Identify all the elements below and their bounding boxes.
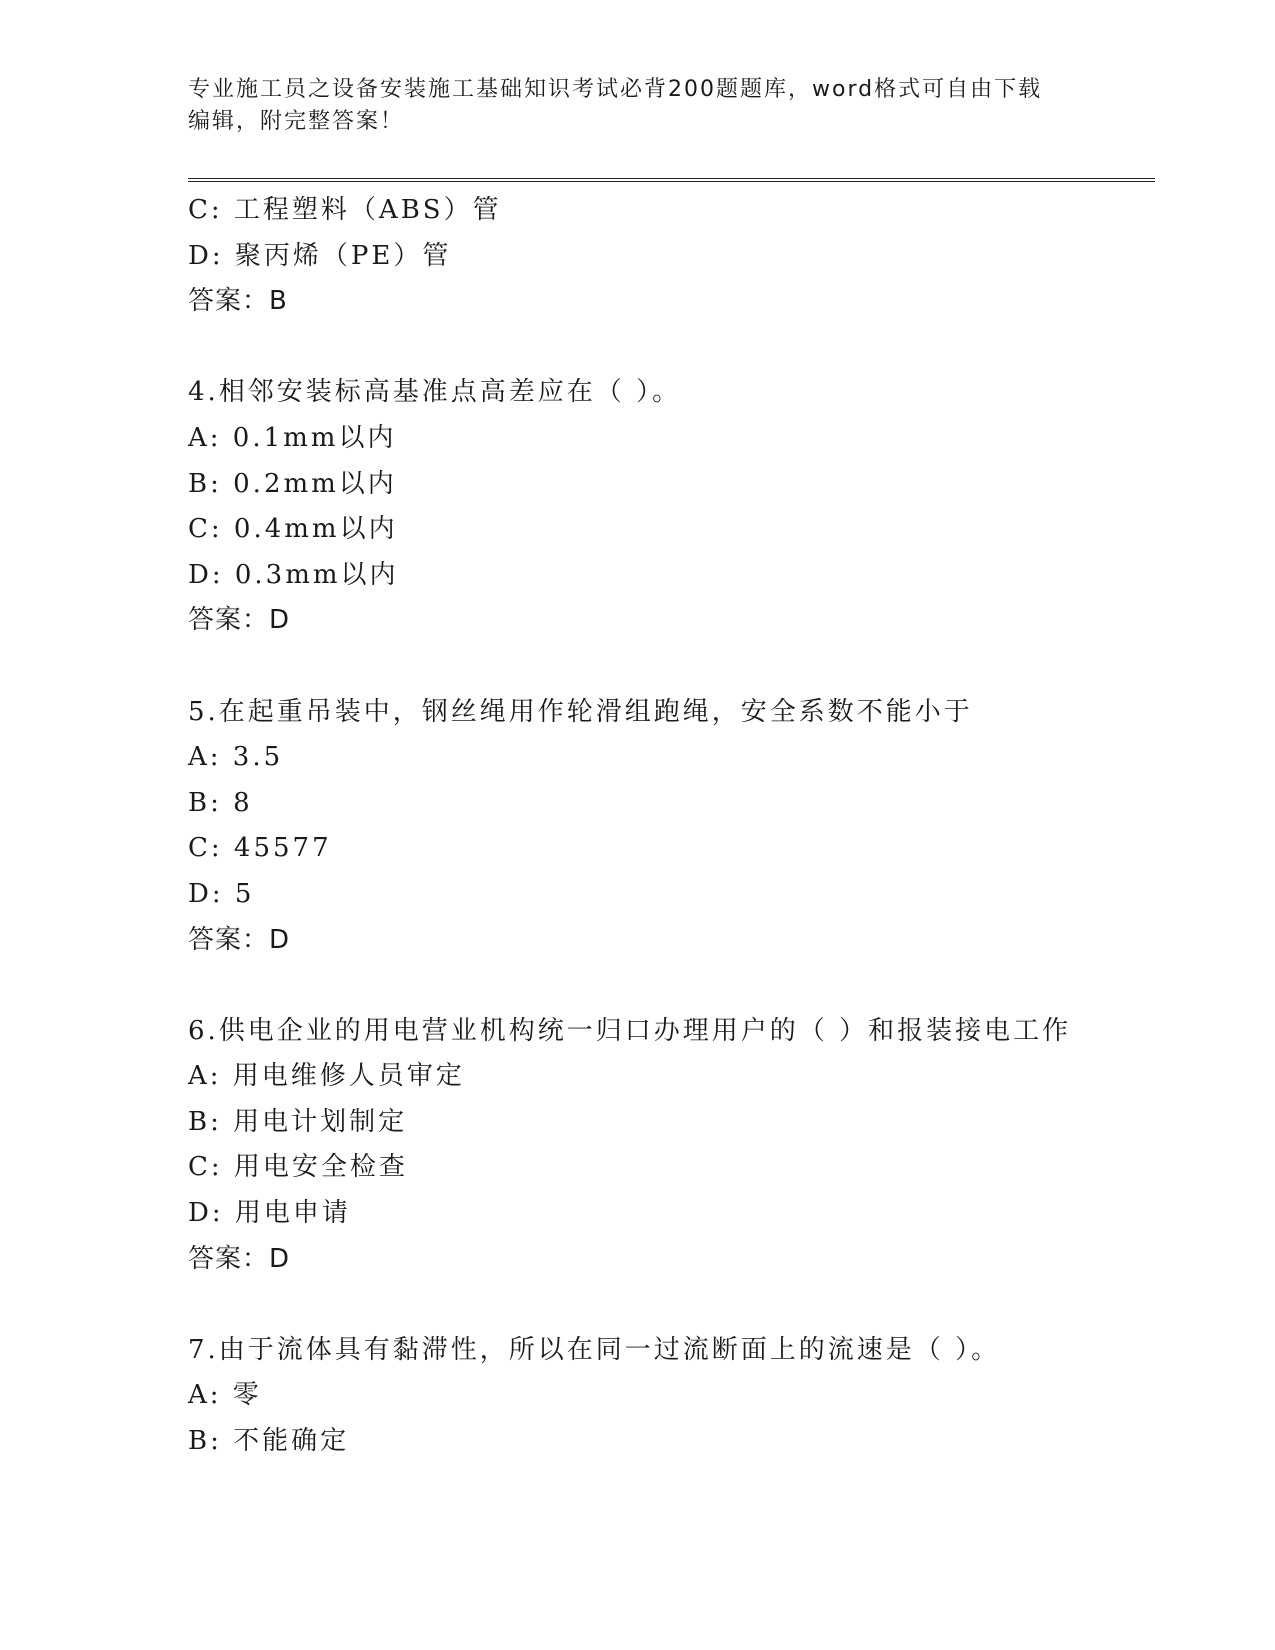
q4-answer: 答案：D — [188, 605, 291, 636]
q6-answer: 答案：D — [188, 1243, 291, 1274]
q5-option-c: C: 45577 — [188, 833, 332, 864]
spacer — [188, 325, 1155, 371]
q4-question: 4.相邻安装标高基准点高差应在（ ）。 — [188, 377, 682, 408]
spacer — [188, 963, 1155, 1009]
q6-option-b: B: 用电计划制定 — [188, 1106, 408, 1137]
spacer — [188, 644, 1155, 690]
header-title-line2: 编辑，附完整答案！ — [188, 109, 405, 134]
q7-option-a: A: 零 — [188, 1380, 262, 1411]
q5-question: 5.在起重吊装中，钢丝绳用作轮滑组跑绳，安全系数不能小于 — [188, 696, 973, 727]
q3-answer: 答案：B — [188, 286, 288, 317]
spacer — [188, 1282, 1155, 1328]
q5-option-b: B: 8 — [188, 787, 253, 818]
q7-option-b: B: 不能确定 — [188, 1426, 350, 1457]
q3-option-c: C: 工程塑料（ABS）管 — [188, 195, 502, 225]
q4-option-a: A: 0.1mm以内 — [188, 422, 397, 453]
q7-question: 7.由于流体具有黏滞性，所以在同一过流断面上的流速是（ ）。 — [188, 1334, 1001, 1365]
q6-option-a: A: 用电维修人员审定 — [188, 1061, 465, 1092]
q4-option-d: D: 0.3mm以内 — [188, 559, 399, 590]
header-divider — [188, 178, 1155, 182]
header-title-line1: 专业施工员之设备安装施工基础知识考试必背200题题库，word格式可自由下载 — [188, 77, 1043, 102]
q5-option-a: A: 3.5 — [188, 742, 284, 773]
document-header — [188, 74, 1088, 138]
q4-option-c: C: 0.4mm以内 — [188, 514, 398, 545]
q5-answer: 答案：D — [188, 924, 291, 955]
q6-option-d: D: 用电申请 — [188, 1198, 351, 1229]
q4-option-b: B: 0.2mm以内 — [188, 468, 397, 499]
q6-option-c: C: 用电安全检查 — [188, 1152, 408, 1183]
q5-option-d: D: 5 — [188, 878, 255, 909]
q6-question: 6.供电企业的用电营业机构统一归口办理用户的（ ）和报装接电工作 — [188, 1015, 1072, 1046]
q3-option-d: D: 聚丙烯（PE）管 — [188, 240, 452, 271]
question-list — [188, 188, 1155, 1465]
